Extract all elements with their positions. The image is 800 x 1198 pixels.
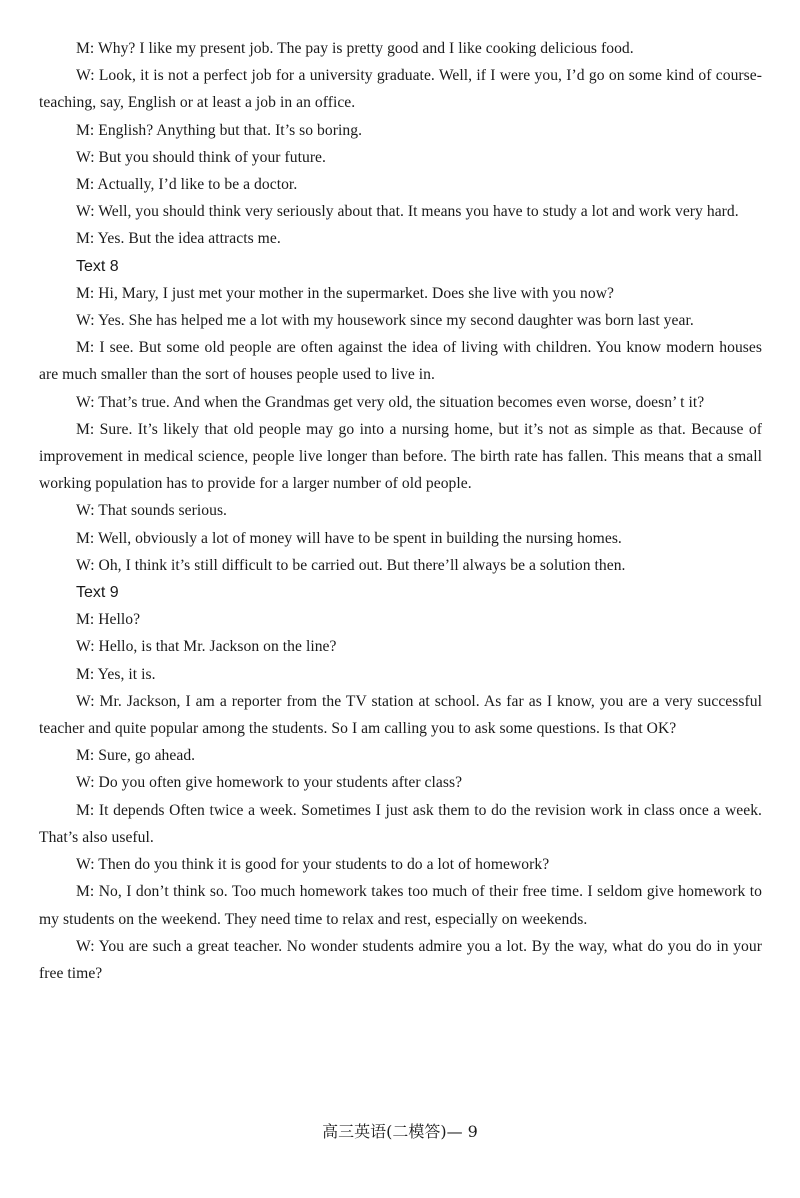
dialogue-line: W: That’s true. And when the Grandmas get very old, the situation becomes even worse, doesn’ t it?: [76, 393, 705, 411]
section-heading-text-8: Text 8: [76, 257, 119, 275]
dialogue-line: M: Why? I like my present job. The pay is pretty good and I like cooking delicious food.: [76, 40, 634, 57]
dialogue-line: M: Sure. It’s likely that old people may go into a nursing home, but it’s not as simple as that. Because of improvement in medical science, people live longer than before. The birth rate has fallen. This means that a small working population has to provide for a larger number of old people.: [39, 420, 762, 493]
dialogue-line: M: Well, obviously a lot of money will have to be spent in building the nursing homes.: [76, 529, 622, 547]
transcript-page: [39, 35, 762, 987]
dialogue-line: M: Actually, I’d like to be a doctor.: [76, 176, 298, 194]
page-footer: 高三英语(二模答)— 9: [322, 1122, 478, 1141]
dialogue-line: W: Oh, I think it’s still difficult to be carried out. But there’ll always be a solution then.: [76, 556, 626, 574]
dialogue-line: W: Do you often give homework to your students after class?: [76, 774, 463, 792]
dialogue-line: M: English? Anything but that. It’s so boring.: [76, 121, 363, 139]
dialogue-line: M: I see. But some old people are often against the idea of living with children. You know modern houses are much smaller than the sort of houses people used to live in.: [39, 339, 762, 384]
dialogue-line: M: It depends Often twice a week. Sometimes I just ask them to do the revision work in class once a week. That’s also useful.: [39, 801, 762, 846]
dialogue-line: W: Yes. She has helped me a lot with my housework since my second daughter was born last year.: [76, 312, 694, 330]
section-heading-text-9: Text 9: [76, 584, 119, 602]
dialogue-line: M: Hi, Mary, I just met your mother in the supermarket. Does she live with you now?: [76, 284, 614, 302]
dialogue-line: W: Well, you should think very seriously about that. It means you have to study a lot and work very hard.: [76, 203, 739, 221]
dialogue-line: W: Mr. Jackson, I am a reporter from the TV station at school. As far as I know, you are a very successful teacher and quite popular among the students. So I am calling you to ask some questions. Is that OK?: [39, 692, 762, 738]
dialogue-line: M: No, I don’t think so. Too much homework takes too much of their free time. I seldom give homework to my students on the weekend. They need time to relax and rest, especially on weekends.: [39, 883, 762, 928]
dialogue-line: W: Then do you think it is good for your students to do a lot of homework?: [76, 856, 550, 874]
dialogue-line: M: Hello?: [76, 611, 141, 629]
dialogue-line: W: You are such a great teacher. No wonder students admire you a lot. By the way, what do you do in your free time?: [39, 937, 762, 982]
dialogue-line: M: Yes, it is.: [76, 665, 156, 683]
dialogue-line: M: Sure, go ahead.: [76, 747, 196, 765]
dialogue-line: W: That sounds serious.: [76, 502, 228, 520]
dialogue-line: W: Hello, is that Mr. Jackson on the line?: [76, 638, 337, 656]
dialogue-line: W: Look, it is not a perfect job for a university graduate. Well, if I were you, I’d go on some kind of course-teaching, say, English or at least a job in an office.: [39, 67, 762, 112]
dialogue-line: W: But you should think of your future.: [76, 148, 326, 166]
dialogue-line: M: Yes. But the idea attracts me.: [76, 230, 281, 248]
